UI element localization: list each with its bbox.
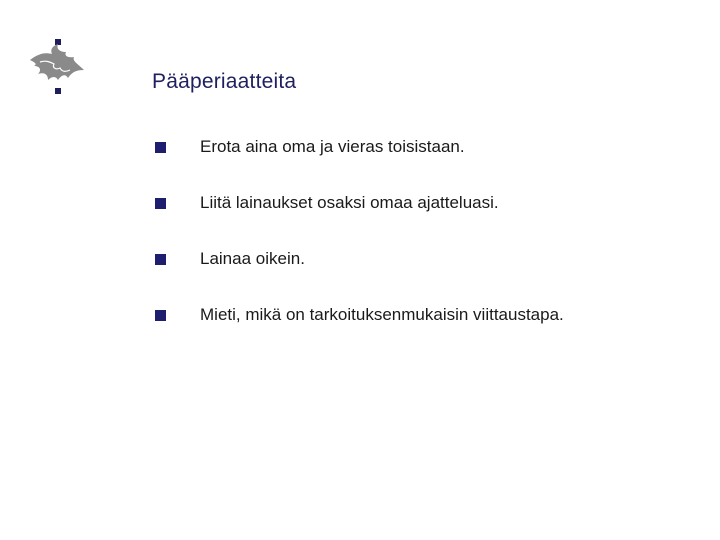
bullet-text: Liitä lainaukset osaksi omaa ajatteluasi. (200, 193, 499, 212)
square-bullet-icon (155, 142, 166, 153)
bullet-text: Erota aina oma ja vieras toisistaan. (200, 137, 465, 156)
university-logo-icon (22, 30, 92, 100)
square-bullet-icon (155, 198, 166, 209)
bullet-text: Mieti, mikä on tarkoituksenmukaisin viittaustapa. (200, 305, 564, 324)
square-bullet-icon (155, 254, 166, 265)
square-bullet-icon (155, 310, 166, 321)
bullet-text: Lainaa oikein. (200, 249, 305, 268)
slide-title: Pääperiaatteita (152, 70, 297, 93)
